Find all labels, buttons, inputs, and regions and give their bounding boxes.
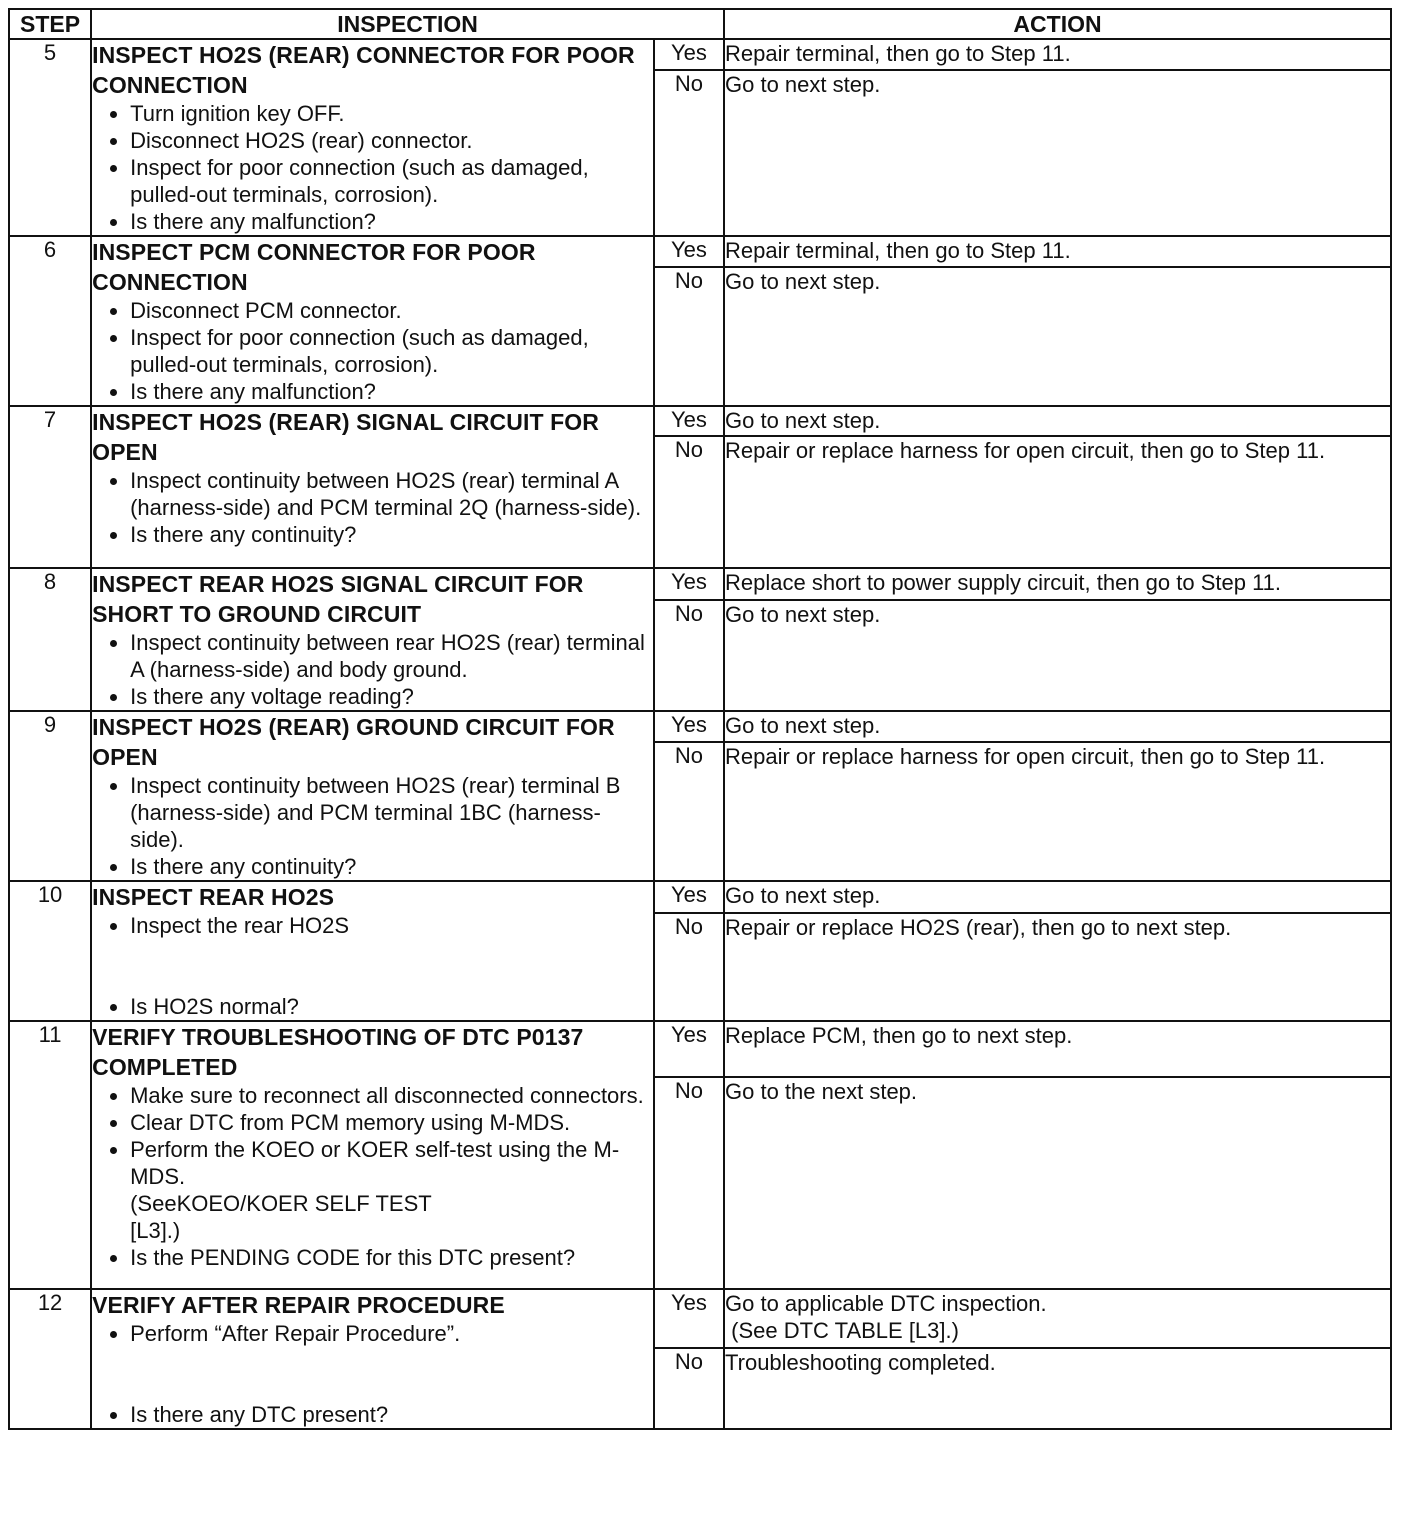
step-number: 11 [9,1021,91,1289]
diagnostic-table [8,8,1392,1430]
step-number: 9 [9,711,91,881]
see-reference-line2: [L3].) [130,1218,181,1243]
step-number: 6 [9,236,91,406]
no-label: No [654,913,724,1021]
no-action: Repair or replace HO2S (rear), then go to next step. [724,913,1391,1021]
inspection-bullets [92,772,653,880]
step-number: 8 [9,568,91,711]
see-reference-line1: (SeeKOEO/KOER SELF TEST [130,1191,432,1216]
yes-action: Replace PCM, then go to next step. [724,1021,1391,1077]
inspection-bullets [92,629,653,710]
bullet-item: • Is there any voltage reading? [130,683,653,710]
yes-label: Yes [654,881,724,913]
bullet-item: • Turn ignition key OFF. [130,100,653,127]
bullet-item: • Make sure to reconnect all disconnected connectors. [130,1082,653,1109]
table-header-row [9,9,1391,39]
no-label: No [654,267,724,406]
no-action: Repair or replace harness for open circuit, then go to Step 11. [724,742,1391,881]
header-action: ACTION [724,9,1391,39]
bullet-item: • Is there any continuity? [130,521,653,548]
bullet-item: • Is there any malfunction? [130,208,653,235]
yes-action: Go to next step. [724,881,1391,913]
bullet-item [130,1136,653,1244]
bullet-item: • Inspect for poor connection (such as damaged, pulled-out terminals, corrosion). [130,324,653,378]
inspection-cell [91,406,654,568]
yes-label: Yes [654,1021,724,1077]
yes-action-line1: Go to applicable DTC inspection. [725,1291,1047,1316]
bullet-item: • Is HO2S normal? [130,993,653,1020]
no-label: No [654,1348,724,1430]
no-label: No [654,600,724,711]
inspection-bullets [92,297,653,405]
bullet-item: • Disconnect HO2S (rear) connector. [130,127,653,154]
bullet-item: • Inspect for poor connection (such as damaged, pulled-out terminals, corrosion). [130,154,653,208]
yes-action: Go to next step. [724,406,1391,436]
inspection-cell [91,39,654,236]
yes-label: Yes [654,1289,724,1348]
no-action: Troubleshooting completed. [724,1348,1391,1430]
table-row [9,39,1391,70]
step-number: 5 [9,39,91,236]
bullet-text: Perform the KOEO or KOER self-test using the M-MDS. [130,1137,620,1189]
bullet-item: • Inspect continuity between rear HO2S (rear) terminal A (harness-side) and body ground. [130,629,653,683]
no-action: Go to next step. [724,267,1391,406]
step-number: 12 [9,1289,91,1429]
table-row [9,1021,1391,1077]
yes-label: Yes [654,568,724,600]
no-label: No [654,742,724,881]
yes-label: Yes [654,711,724,742]
inspection-title: INSPECT PCM CONNECTOR FOR POOR CONNECTION [92,239,536,295]
header-step: STEP [9,9,91,39]
no-label: No [654,70,724,236]
bullet-item: • Is there any continuity? [130,853,653,880]
inspection-cell [91,236,654,406]
step-number: 7 [9,406,91,568]
inspection-title: INSPECT HO2S (REAR) CONNECTOR FOR POOR CONNECTION [92,42,635,98]
inspection-bullets [92,467,653,548]
table-row [9,881,1391,913]
table-row [9,1289,1391,1348]
bullet-item: • Disconnect PCM connector. [130,297,653,324]
yes-action [724,1289,1391,1348]
inspection-cell [91,1021,654,1289]
yes-action: Replace short to power supply circuit, then go to Step 11. [724,568,1391,600]
inspection-bullets [92,1320,653,1428]
yes-action: Repair terminal, then go to Step 11. [724,39,1391,70]
inspection-title: INSPECT REAR HO2S SIGNAL CIRCUIT FOR SHORT TO GROUND CIRCUIT [92,571,584,627]
no-action: Go to next step. [724,600,1391,711]
yes-action: Go to next step. [724,711,1391,742]
inspection-title: VERIFY AFTER REPAIR PROCEDURE [92,1292,505,1318]
no-label: No [654,1077,724,1289]
table-row [9,568,1391,600]
bullet-item: • Inspect continuity between HO2S (rear) terminal B (harness-side) and PCM terminal 1BC (harness-side). [130,772,653,853]
yes-label: Yes [654,406,724,436]
no-label: No [654,436,724,568]
bullet-item: • Inspect the rear HO2S [130,912,653,939]
inspection-cell [91,568,654,711]
bullet-item: • Clear DTC from PCM memory using M-MDS. [130,1109,653,1136]
inspection-bullets [92,1082,653,1271]
inspection-title: VERIFY TROUBLESHOOTING OF DTC P0137 COMPLETED [92,1024,584,1080]
yes-action-line2: (See DTC TABLE [L3].) [725,1318,959,1343]
bullet-item: • Perform “After Repair Procedure”. [130,1320,653,1347]
no-action: Go to the next step. [724,1077,1391,1289]
yes-label: Yes [654,39,724,70]
no-action: Repair or replace harness for open circuit, then go to Step 11. [724,436,1391,568]
inspection-title: INSPECT HO2S (REAR) GROUND CIRCUIT FOR OPEN [92,714,615,770]
bullet-item: • Inspect continuity between HO2S (rear) terminal A (harness-side) and PCM terminal 2Q (harness-side). [130,467,653,521]
inspection-cell [91,1289,654,1429]
yes-action: Repair terminal, then go to Step 11. [724,236,1391,267]
step-number: 10 [9,881,91,1021]
yes-label: Yes [654,236,724,267]
header-inspection: INSPECTION [91,9,724,39]
inspection-title: INSPECT HO2S (REAR) SIGNAL CIRCUIT FOR OPEN [92,409,599,465]
inspection-title: INSPECT REAR HO2S [92,884,335,910]
table-row [9,236,1391,267]
bullet-item: • Is there any DTC present? [130,1401,653,1428]
no-action: Go to next step. [724,70,1391,236]
bullet-item: • Is there any malfunction? [130,378,653,405]
table-row [9,406,1391,436]
bullet-item: • Is the PENDING CODE for this DTC present? [130,1244,653,1271]
troubleshooting-sheet [8,8,1392,1430]
table-row [9,711,1391,742]
inspection-cell [91,881,654,1021]
inspection-bullets [92,100,653,235]
inspection-cell [91,711,654,881]
inspection-bullets [92,912,653,1020]
